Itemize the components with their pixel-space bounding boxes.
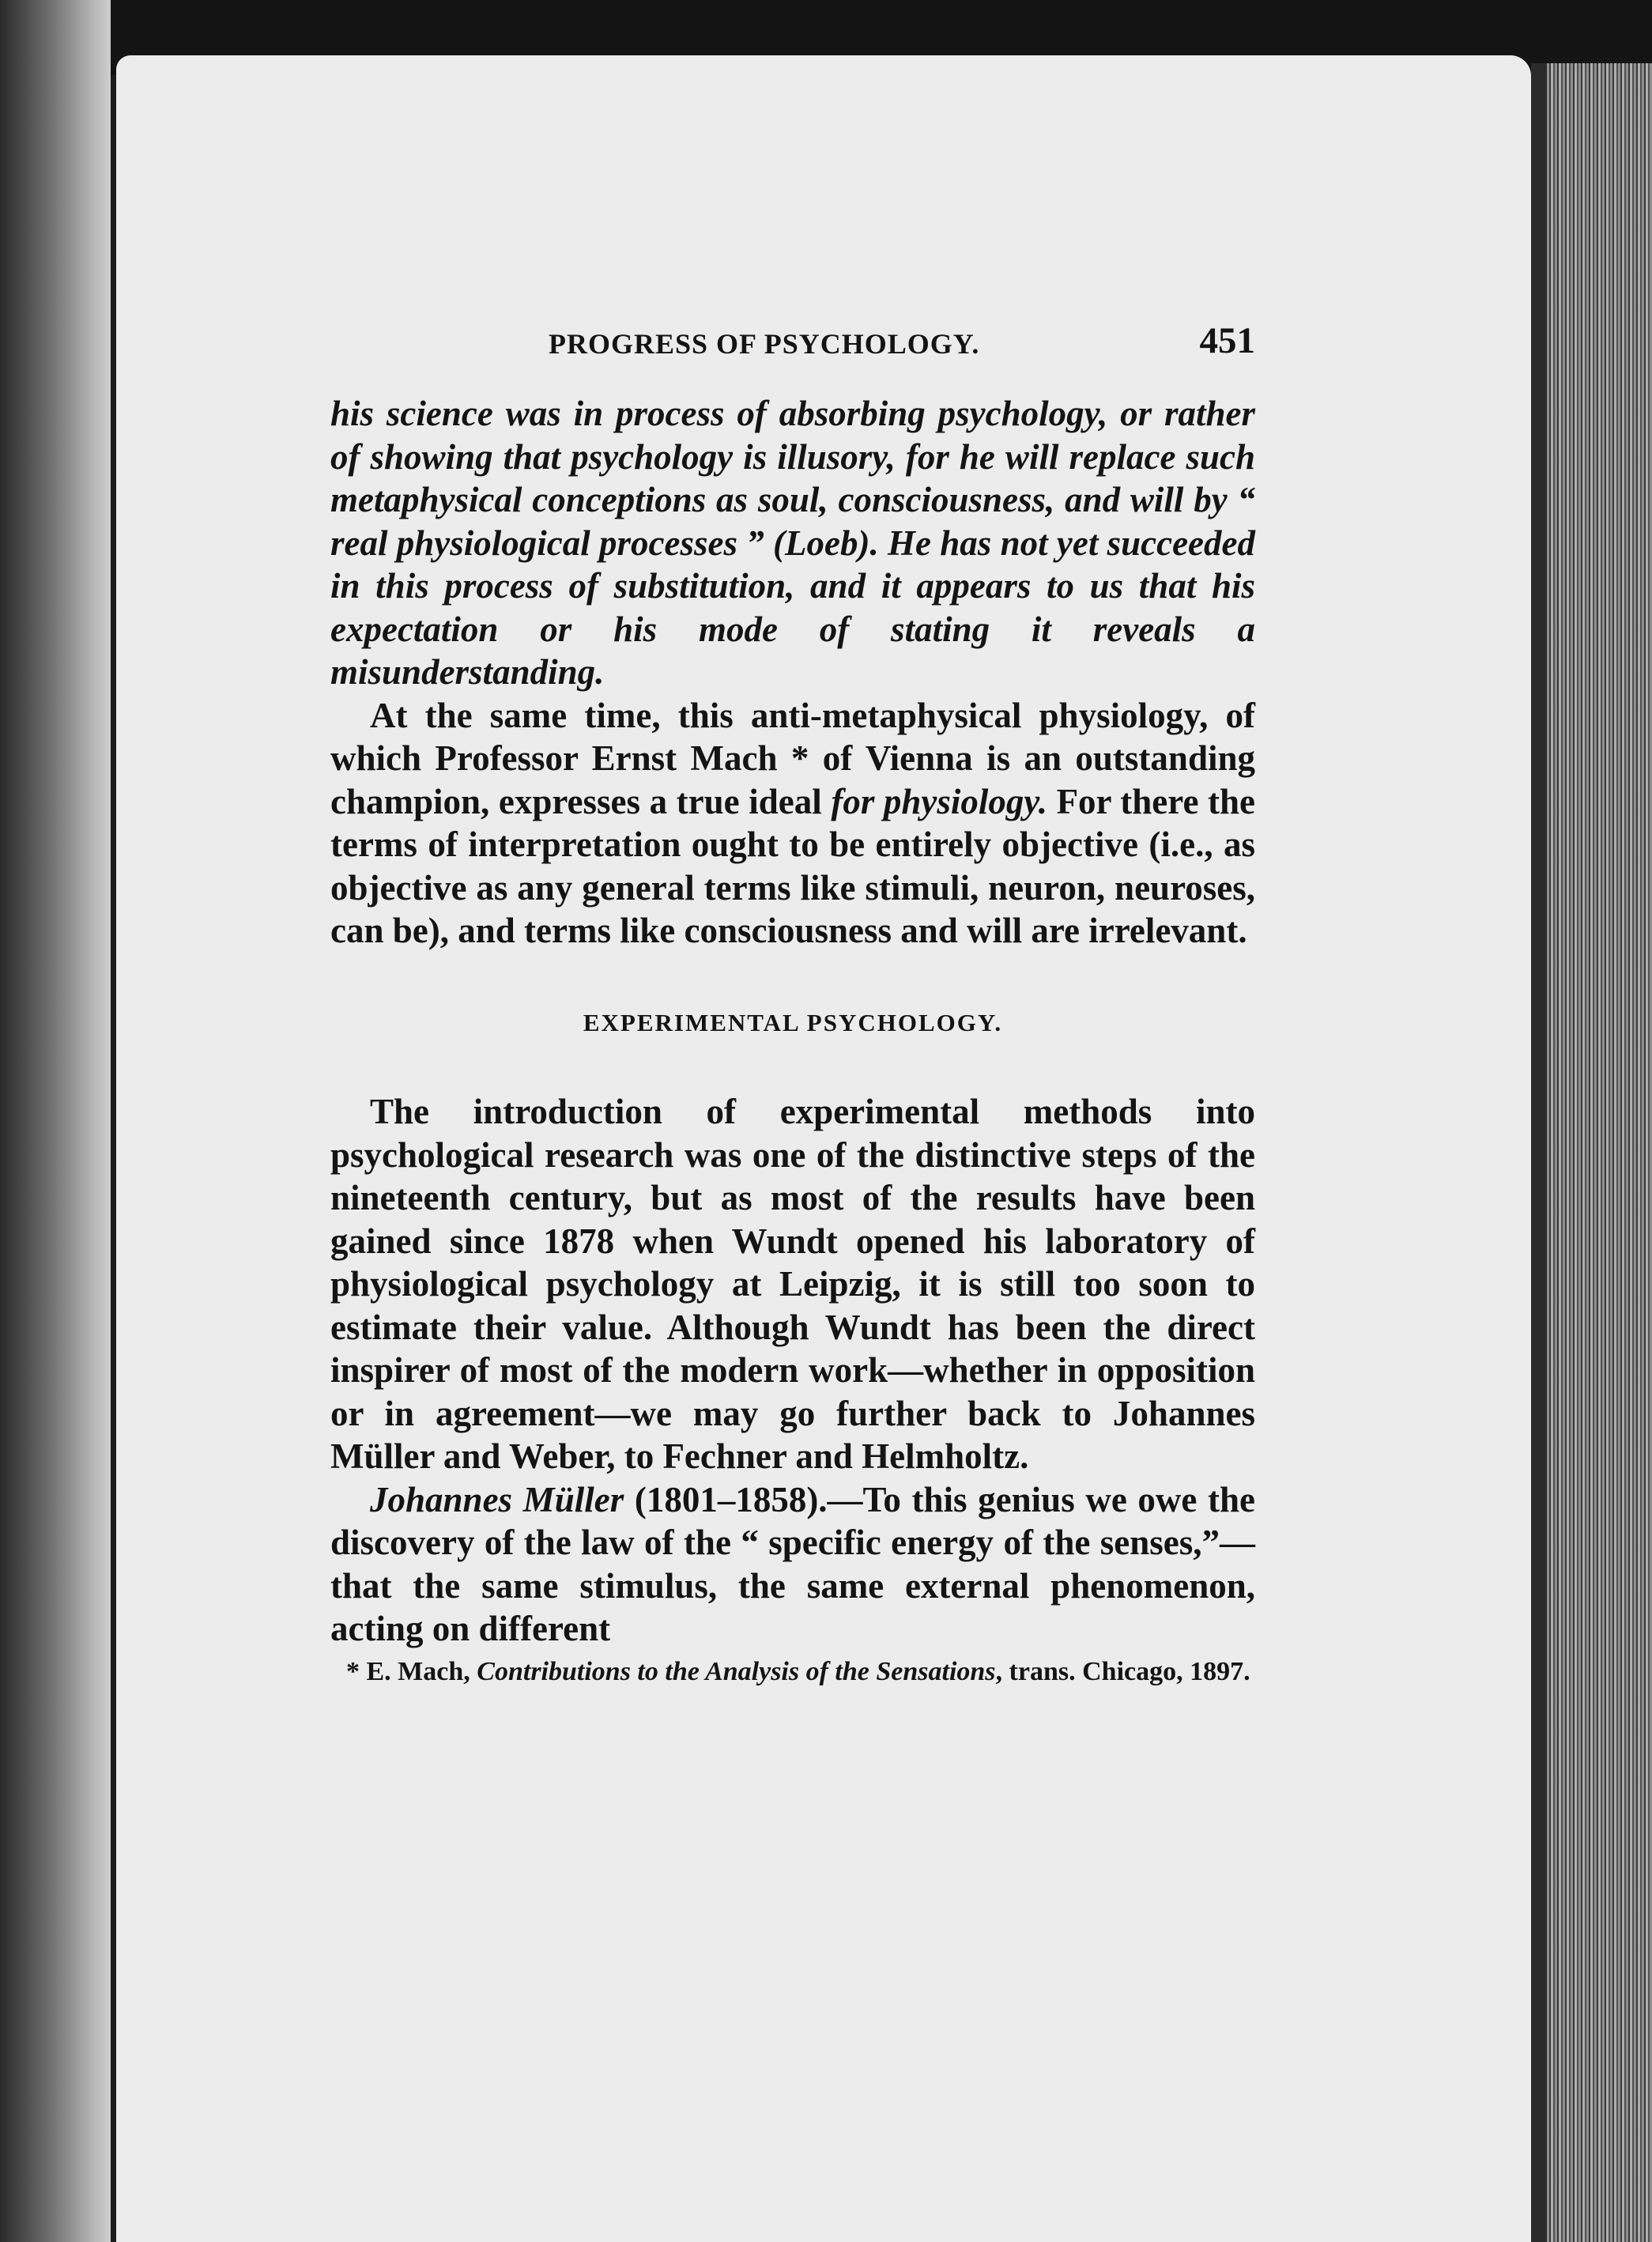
fore-edge-shadow [1531,63,1547,2242]
paragraph-mach-start: At the same time, this anti-metaphysical physiology, of which Professor Ernst Mach * of Vienna is an outstanding champion, expresses a true ideal [330,695,1255,821]
page-content [330,319,1255,1714]
paragraph-mach-italic: for physiology. [831,781,1047,821]
paragraph-muller [330,1478,1255,1651]
page-number: 451 [1199,320,1255,361]
footnote-title: Contributions to the Analysis of the Sensations [477,1656,996,1686]
footnote-marker: * E. Mach, [346,1656,477,1686]
fore-edge-pages [1531,63,1652,2242]
page-header [330,319,1255,378]
muller-name: Johannes Müller [370,1479,624,1519]
paragraph-experimental-methods: The introduction of experimental methods into psychological research was one of the distinctive steps of the nineteenth century, but as most of the results have been gained since 1878 when Wundt opened his laboratory of physiological psychology at Leipzig, it is still too soon to estimate their value. Although Wundt has been the direct inspirer of most of the modern work—whether in opposition or in agreement—we may go further back to Johannes Müller and Weber, to Fechner and Helmholtz. [330,1092,1255,1476]
paragraph-mach-end: For there the terms of interpretation ought to be entirely objective (i.e., as objective as any general terms like stimuli, neuron, neuroses, can be), and terms like consciousness and will are irrelevant. [330,781,1255,950]
muller-text: (1801–1858).—To this genius we owe the discovery of the law of the “ specific energy of the senses,”—that the same stimulus, the same external phenomenon, acting on different [330,1479,1255,1648]
running-title: PROGRESS OF PSYCHOLOGY. [549,328,980,360]
gutter-line [111,75,116,2242]
section-heading: EXPERIMENTAL PSYCHOLOGY. [583,1008,1003,1036]
paragraph-mach [330,694,1255,953]
footnote-rest: , trans. Chicago, 1897. [995,1656,1250,1686]
left-page-edge [0,0,111,2242]
paragraph-loeb-quote: his science was in process of absorbing psychology, or rather of showing that psychology is illusory, for he will replace such metaphysical conceptions as soul, consciousness, and will by “ real physiological processes ” (Loeb). He has not yet succeeded in this process of substitution, and it appears to us that his expectation or his mode of stating it reveals a misunderstanding. [330,394,1255,692]
footnote [330,1657,1255,1687]
